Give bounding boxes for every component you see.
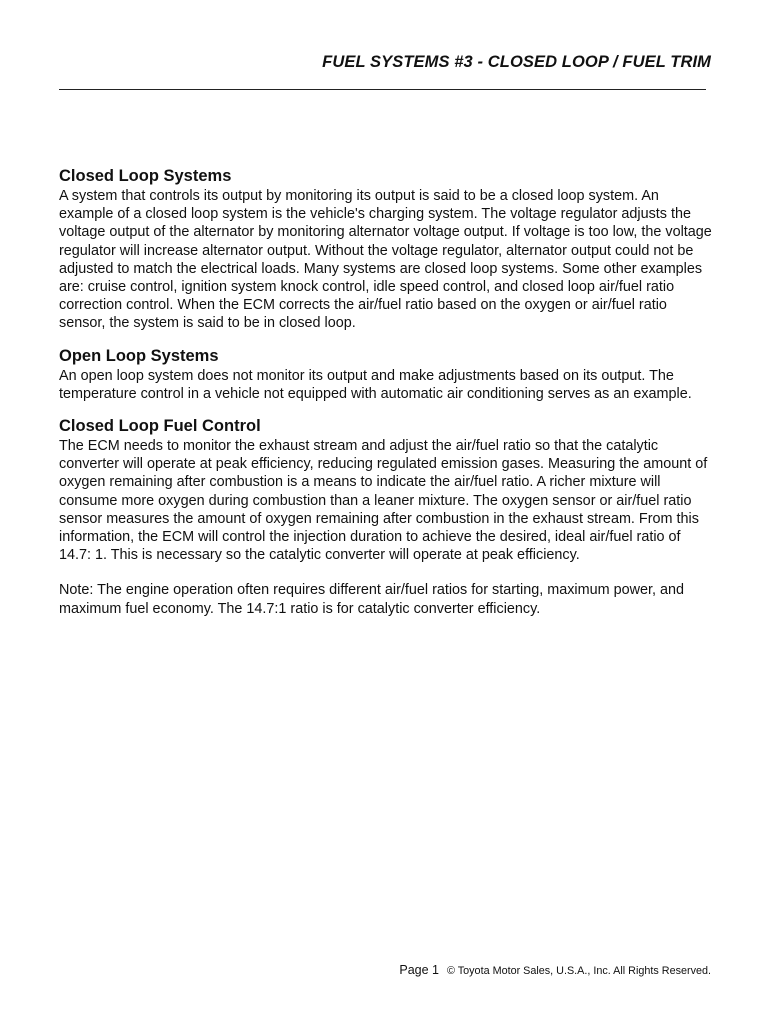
copyright-notice: © Toyota Motor Sales, U.S.A., Inc. All Rights Reserved.	[447, 965, 711, 977]
section-closed-loop-systems	[59, 166, 715, 333]
section-heading: Closed Loop Fuel Control	[59, 417, 261, 436]
section-closed-loop-fuel-control	[59, 416, 715, 564]
section-heading: Open Loop Systems	[59, 346, 219, 365]
section-paragraph: An open loop system does not monitor its output and make adjustments based on its output. The temperature control in a vehicle not equipped with automatic air conditioning serves as an example.	[59, 367, 692, 402]
page-number: Page 1	[399, 963, 439, 977]
document-body	[59, 166, 715, 618]
note-paragraph: Note: The engine operation often requires different air/fuel ratios for starting, maximum power, and maximum fuel economy. The 14.7:1 ratio is for catalytic converter efficiency.	[59, 582, 685, 617]
section-heading: Closed Loop Systems	[59, 167, 232, 185]
page-header-title: FUEL SYSTEMS #3 - CLOSED LOOP / FUEL TRIM	[322, 53, 711, 71]
section-paragraph: The ECM needs to monitor the exhaust stream and adjust the air/fuel ratio so that the catalytic converter will operate at peak efficiency, reducing regulated emission gases. Measuring the amount of oxygen remaining after combustion is a means to indicate the air/fuel ratio. A richer mixture will consume more oxygen during combustion than a leaner mixture. The oxygen sensor or air/fuel ratio sensor measures the amount of oxygen remaining after combustion in the exhaust stream. From this information, the ECM will control the injection duration to achieve the desired, ideal air/fuel ratio of 14.7: 1. This is necessary so the catalytic converter will operate at peak efficiency.	[59, 438, 708, 564]
section-paragraph: A system that controls its output by monitoring its output is said to be a closed loop system. An example of a closed loop system is the vehicle's charging system. The voltage regulator adjusts the voltage output of the alternator by monitoring alternator voltage output. If voltage is too low, the voltage regulator will increase alternator output. Without the voltage regulator, alternator output could not be adjusted to match the electrical loads. Many systems are closed loop systems. Some other examples are: cruise control, ignition system knock control, idle speed control, and closed loop air/fuel ratio correction control. When the ECM corrects the air/fuel ratio based on the oxygen or air/fuel ratio sensor, the system is said to be in closed loop.	[59, 188, 712, 332]
section-open-loop-systems	[59, 346, 715, 403]
page-footer	[399, 963, 711, 977]
header-divider	[59, 89, 706, 90]
